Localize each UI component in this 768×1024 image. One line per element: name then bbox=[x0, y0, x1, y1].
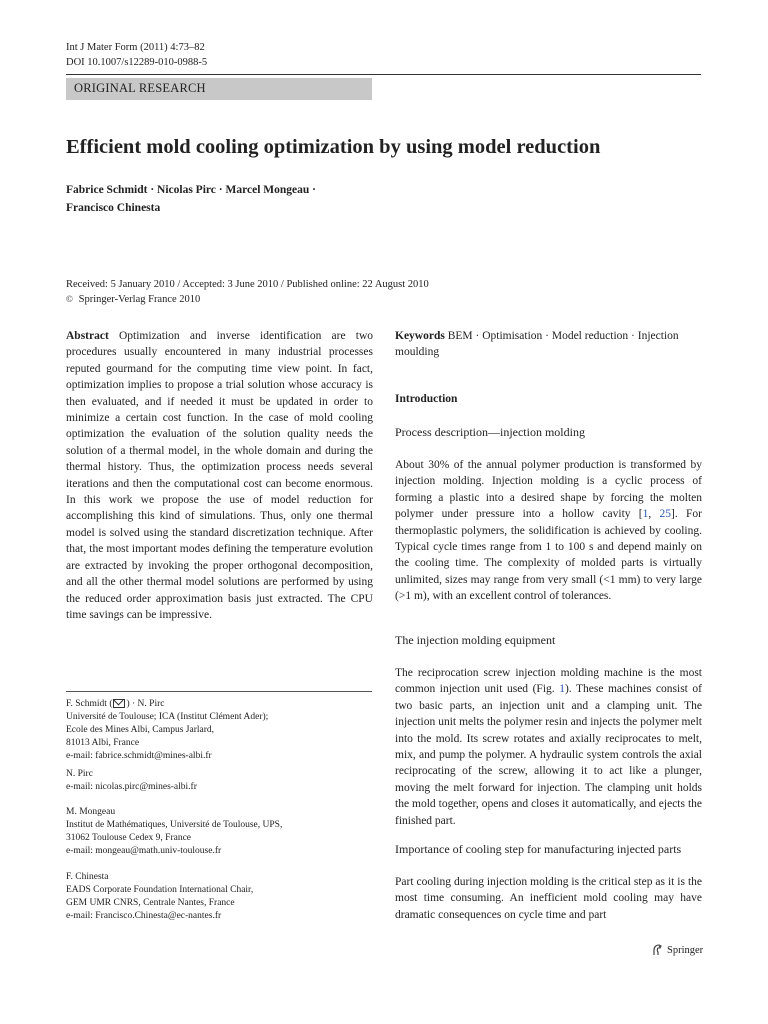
subsection-heading: The injection molding equipment bbox=[395, 633, 556, 647]
history-dates: Received: 5 January 2010 / Accepted: 3 June 2010 / Published online: 22 August 2010 bbox=[66, 279, 429, 290]
article-title: Efficient mold cooling optimization by using model reduction bbox=[66, 136, 601, 158]
affiliation-line: GEM UMR CNRS, Centrale Nantes, France bbox=[66, 898, 235, 908]
authors-line-1: Fabrice Schmidt · Nicolas Pirc · Marcel Mongeau · bbox=[66, 184, 316, 196]
affiliation-head bbox=[66, 698, 376, 711]
publisher-name: Springer bbox=[667, 944, 704, 956]
abstract-label: Abstract bbox=[66, 330, 109, 342]
introduction-heading: Introduction bbox=[395, 393, 458, 405]
affiliation-mongeau bbox=[66, 806, 376, 858]
journal-citation: Int J Mater Form (2011) 4:73–82 bbox=[66, 42, 205, 53]
affiliation-head: M. Mongeau bbox=[66, 807, 116, 817]
affiliation-line: Institut de Mathématiques, Université de Toulouse, UPS, bbox=[66, 820, 283, 830]
journal-header bbox=[66, 40, 207, 70]
copyright-text: Springer-Verlag France 2010 bbox=[78, 294, 201, 305]
affiliation-line: EADS Corporate Foundation International Chair, bbox=[66, 885, 254, 895]
affiliation-schmidt bbox=[66, 698, 376, 763]
authors-line-2: Francisco Chinesta bbox=[66, 202, 161, 214]
affiliation-head-name: F. Schmidt ( bbox=[66, 699, 113, 709]
affiliation-head: N. Pirc bbox=[66, 769, 93, 779]
journal-doi: DOI 10.1007/s12289-010-0988-5 bbox=[66, 57, 208, 68]
affiliation-email[interactable]: e-mail: fabrice.schmidt@mines-albi.fr bbox=[66, 751, 212, 761]
citation-link[interactable]: 1 bbox=[642, 508, 649, 521]
subsection-heading: Process description—injection molding bbox=[395, 425, 585, 439]
abstract-text: Optimization and inverse identification are two procedures usually encountered in many industrial processes reputed gourmand for the computing time view point. In fact, optimization implies to propose a trial solution whose accuracy is then evaluated, and if needed it must be updated in order to minimize a certain cost function. In the case of mold cooling optimization the evaluation of the solution quality needs the solution of a thermal model, in the whole domain and during the thermal history. Thus, the optimization process needs several iterations and then the computational cost can become enormous. In this work we propose the use of model reduction for accomplishing this kind of simulations. Thus, only one thermal model is solved using the standard discretization technique. After that, the most important modes defining the temperature evolution are extracted by invoking the proper orthogonal decomposition, and all the other thermal model solutions are performed by using the reduced order approximation basis just extracted. The CPU time savings can be impressive. bbox=[66, 330, 373, 621]
springer-horse-icon bbox=[652, 944, 663, 956]
affiliation-email[interactable]: e-mail: mongeau@math.univ-toulouse.fr bbox=[66, 846, 222, 856]
affiliation-line: Ecole des Mines Albi, Campus Jarlard, bbox=[66, 725, 215, 735]
affiliation-line: 81013 Albi, France bbox=[66, 738, 140, 748]
paragraph-text: The reciprocation screw injection molding machine is the most common injection unit used (Fig. bbox=[395, 667, 702, 696]
affiliation-chinesta bbox=[66, 871, 376, 923]
affiliation-email[interactable]: e-mail: Francisco.Chinesta@ec-nantes.fr bbox=[66, 911, 222, 921]
affiliation-head-coauthor: ) · N. Pirc bbox=[126, 699, 165, 709]
affiliation-line: Université de Toulouse; ICA (Institut Clément Ader); bbox=[66, 712, 269, 722]
header-rule bbox=[66, 74, 701, 75]
affiliation-head: F. Chinesta bbox=[66, 872, 109, 882]
keywords bbox=[395, 328, 702, 361]
paragraph bbox=[395, 457, 702, 605]
copyright-line bbox=[66, 292, 429, 307]
section-label: ORIGINAL RESEARCH bbox=[74, 81, 206, 95]
abstract bbox=[66, 328, 373, 623]
paragraph-text: About 30% of the annual polymer production is transformed by injection molding. Injection molding is a cyclic process of forming a plastic into a desired shape by forcing the molten polymer under pressure into a hollow cavity [ bbox=[395, 459, 702, 521]
author-list bbox=[66, 181, 316, 217]
figure-link[interactable]: 1 bbox=[559, 683, 565, 696]
keywords-text: BEM · Optimisation · Model reduction · Injection moulding bbox=[395, 330, 679, 359]
affiliation-rule bbox=[66, 691, 372, 692]
paragraph-text: , bbox=[648, 508, 660, 521]
section-label-bar bbox=[66, 78, 372, 100]
paragraph: Part cooling during injection molding is the critical step as it is the most time consuming. An inefficient mold cooling may have dramatic consequences on cycle time and part bbox=[395, 876, 702, 921]
publication-dates bbox=[66, 277, 429, 307]
keywords-label: Keywords bbox=[395, 330, 445, 342]
affiliation-line: 31062 Toulouse Cedex 9, France bbox=[66, 833, 192, 843]
affiliation-pirc bbox=[66, 768, 376, 794]
citation-link[interactable]: 25 bbox=[659, 508, 672, 521]
publisher-logo bbox=[652, 944, 703, 956]
paragraph bbox=[395, 665, 702, 829]
paragraph-text: ). These machines consist of two basic parts, an injection unit and a clamping unit. The injection unit melts the polymer resin and injects the polymer melt into the mold. Its screw rotates and axially reciprocates to melt, mix, and pump the polymer. A hydraulic system controls the axial reciprocating of the screw, allowing it to act like a plunger, moving the melt forward for injection. The clamping unit holds the mold together, opens and closes it automatically, and ejects the finished part. bbox=[395, 683, 702, 827]
envelope-icon bbox=[113, 699, 125, 708]
copyright-symbol: © bbox=[66, 294, 73, 304]
paragraph-text: ]. For thermoplastic polymers, the solidification is achieved by cooling. Typical cycle times range from 1 to 100 s and depend mainly on the cooling time. The complexity of molded parts is virtually unlimited, sizes may range from very small (<1 mm) to very large (>1 m), with an excellent control of tolerances. bbox=[395, 508, 703, 603]
affiliation-email[interactable]: e-mail: nicolas.pirc@mines-albi.fr bbox=[66, 782, 197, 792]
subsection-heading: Importance of cooling step for manufacturing injected parts bbox=[395, 842, 682, 856]
